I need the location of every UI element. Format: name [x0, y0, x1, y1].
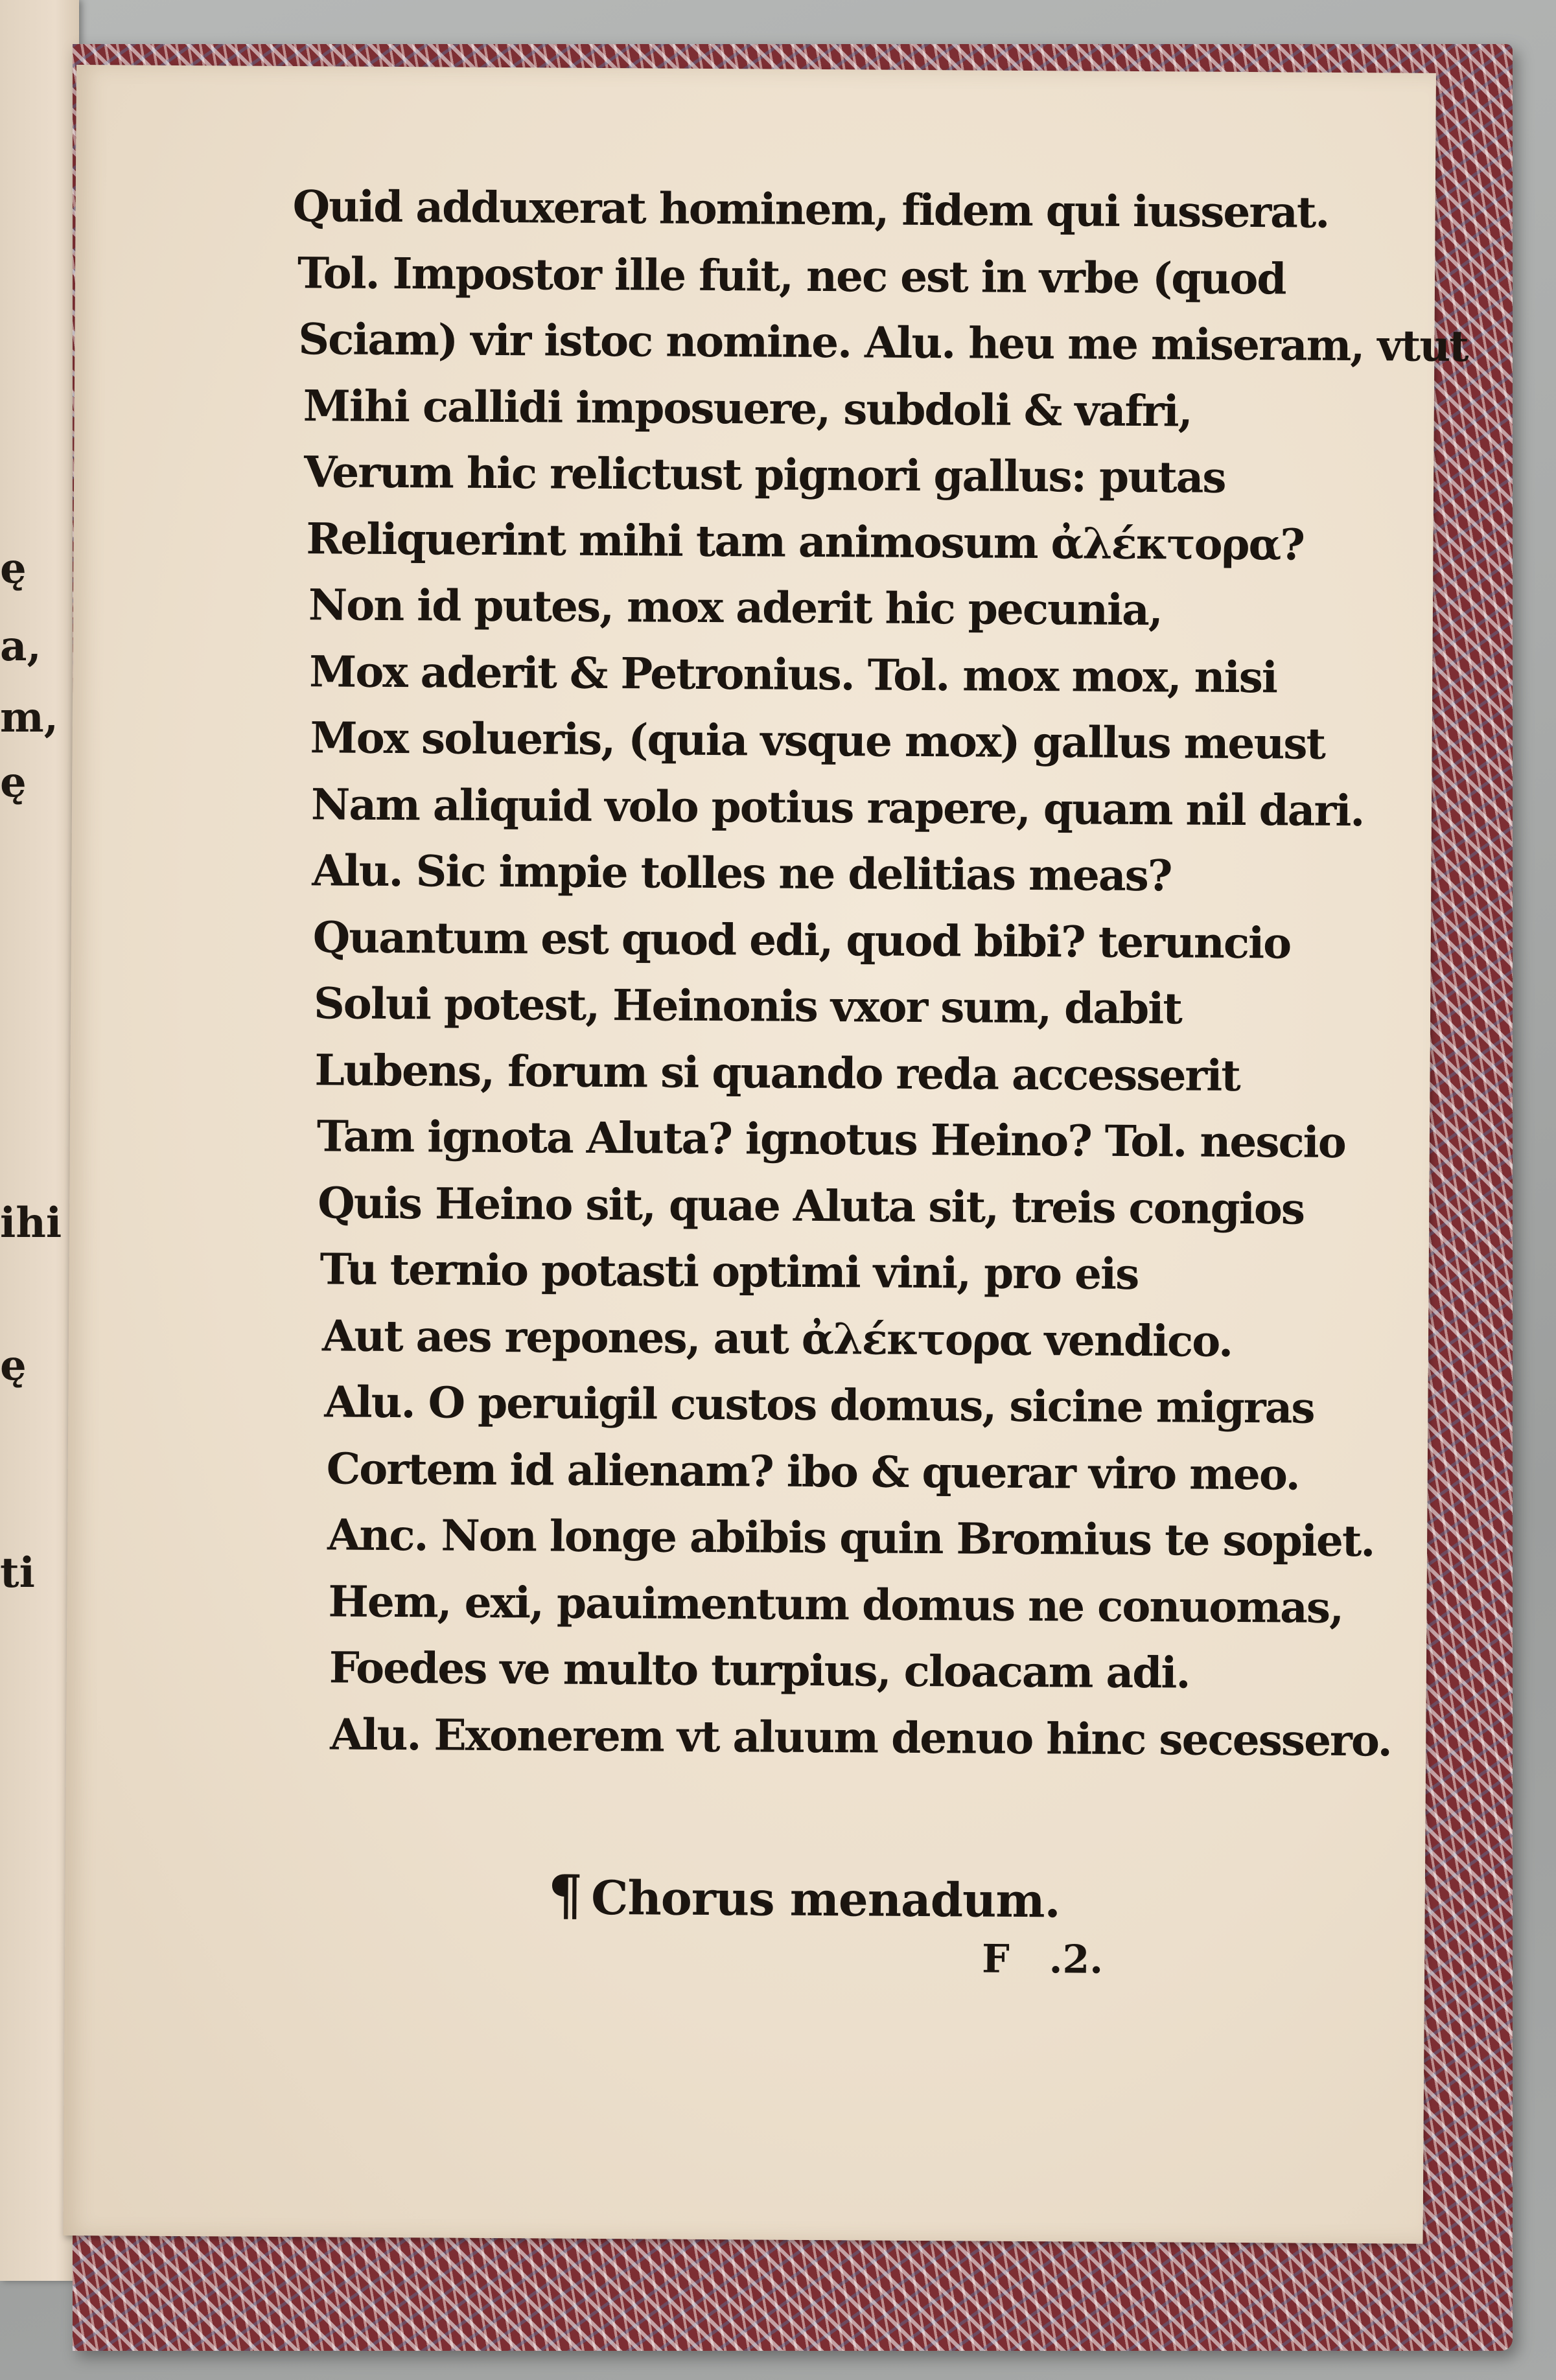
- left-page-fragment: ti: [0, 1549, 35, 1597]
- text-line: Mox solueris, (quia vsque mox) gallus meust: [310, 712, 1325, 769]
- text-line: Foedes ve multo turpius, cloacam adi.: [329, 1642, 1190, 1698]
- text-line: Quid adduxerat hominem, fidem qui iusserat.: [292, 181, 1329, 238]
- text-line: Lubens, forum si quando reda accesserit: [314, 1044, 1240, 1101]
- text-line: Anc. Non longe abibis quin Bromius te sopiet.: [327, 1509, 1375, 1567]
- left-page-fragment: ę: [0, 544, 27, 593]
- text-line: Cortem id alienam? ibo & querar viro meo.: [326, 1442, 1300, 1500]
- text-line: Tam ignota Aluta? ignotus Heino? Tol. nescio: [316, 1111, 1346, 1168]
- left-page-fragment: ę: [0, 758, 27, 807]
- text-line: Sciam) vir istoc nomine. Alu. heu me miseram, vtut: [298, 314, 1468, 372]
- text-line: Verum hic relictust pignori gallus: putas: [303, 446, 1225, 503]
- text-line: Non id putes, mox aderit hic pecunia,: [308, 579, 1163, 636]
- left-page-fragment: m,: [0, 693, 58, 742]
- pilcrow-icon: ¶: [548, 1862, 583, 1927]
- text-line: Reliquerint mihi tam animosum ἀλέκτορα?: [306, 513, 1305, 570]
- text-line: Mox aderit & Petronius. Tol. mox mox, nisi: [309, 645, 1277, 702]
- text-line: Solui potest, Heinonis vxor sum, dabit: [313, 978, 1182, 1034]
- text-line: Tol. Impostor ille fuit, nec est in vrbe (quod: [297, 247, 1286, 304]
- chorus-heading-text: Chorus menadum.: [590, 1869, 1060, 1928]
- text-line: Quantum est quod edi, quod bibi? teruncio: [312, 911, 1291, 968]
- left-page-fragment: ę: [0, 1341, 27, 1390]
- book-page: [64, 65, 1468, 2244]
- signature-mark: F .2.: [981, 1936, 1104, 1983]
- text-line: Nam aliquid volo potius rapere, quam nil dari.: [310, 778, 1364, 836]
- text-line: Alu. Sic impie tolles ne delitias meas?: [312, 845, 1172, 901]
- left-page-fragment: ihi: [0, 1199, 62, 1247]
- text-line: Mihi callidi imposuere, subdoli & vafri,: [303, 380, 1192, 437]
- text-line: Tu ternio potasti optimi vini, pro eis: [319, 1243, 1139, 1300]
- verse-text-block: [290, 173, 1468, 1773]
- text-line: Quis Heino sit, quae Aluta sit, treis congios: [318, 1177, 1305, 1234]
- text-line: Alu. Exonerem vt aluum denuo hinc secessero.: [330, 1708, 1391, 1766]
- text-line: Alu. O peruigil custos domus, sicine migras: [324, 1376, 1314, 1433]
- text-line: Hem, exi, pauimentum domus ne conuomas,: [328, 1575, 1343, 1633]
- text-line: Aut aes repones, aut ἀλέκτορα vendico.: [321, 1310, 1233, 1367]
- left-page-fragment: a,: [0, 622, 41, 671]
- chorus-heading: [548, 1862, 1060, 1930]
